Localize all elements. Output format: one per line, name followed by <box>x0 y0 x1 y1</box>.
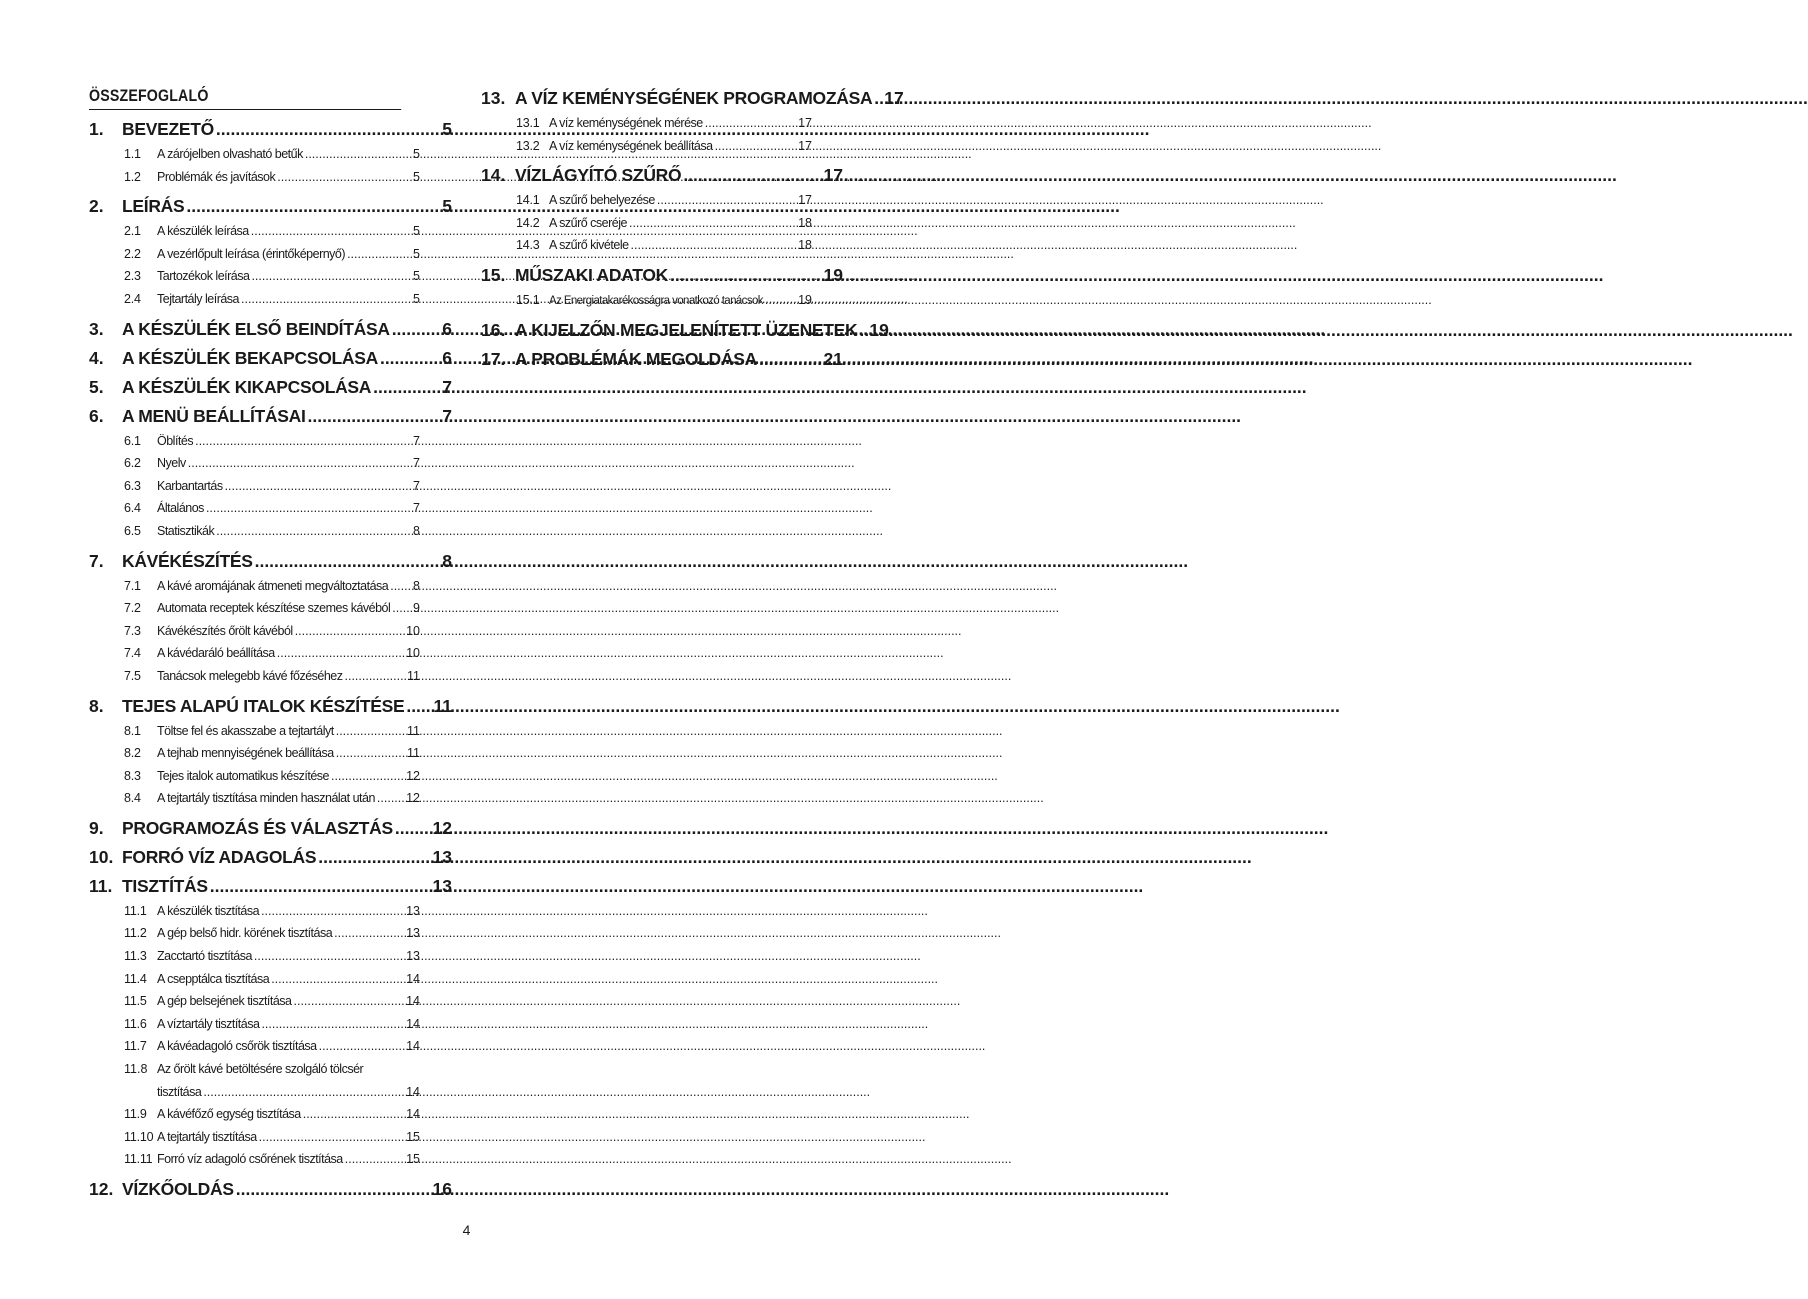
subsection-number: 11.9 <box>124 1107 147 1122</box>
chapter-page: 13 <box>432 875 452 896</box>
subsection-page: 7 <box>413 478 420 493</box>
subsection-title: Tejes italok automatikus készítése <box>157 768 329 783</box>
toc-left-column <box>89 80 452 1203</box>
toc-subsection[interactable] <box>124 143 420 166</box>
leader-dots <box>216 520 411 543</box>
leader-dots <box>874 88 882 109</box>
leader-dots <box>251 220 411 243</box>
subsection-page: 5 <box>413 147 420 161</box>
subsection-number: 2.4 <box>124 291 141 306</box>
subsection-page: 15 <box>406 1152 420 1167</box>
subsection-title: A készülék tisztítása <box>157 903 260 918</box>
subsection-number: 13.1 <box>516 116 540 130</box>
leader-dots <box>319 1035 404 1058</box>
leader-dots <box>395 818 431 839</box>
subsection-title: Statisztikák <box>157 523 215 538</box>
leader-dots <box>657 189 796 212</box>
subsection-number: 6.3 <box>124 478 141 493</box>
chapter-number: 15. <box>481 264 506 285</box>
leader-dots <box>303 1103 404 1126</box>
toc-subsection[interactable] <box>124 742 420 765</box>
toc-chapter[interactable] <box>89 551 452 572</box>
subsection-line <box>124 1081 420 1104</box>
leader-dots <box>390 575 411 598</box>
chapter-page: 11 <box>433 695 452 716</box>
subsection-number: 2.2 <box>124 246 141 261</box>
leader-dots <box>210 876 431 897</box>
subsection-number: 14.3 <box>516 238 540 253</box>
toc-heading: ÖSSZEFOGLALÓ <box>89 80 401 110</box>
subsection-number: 8.4 <box>124 791 141 806</box>
subsection-page: 14 <box>406 994 420 1009</box>
subsection-title: A csepptálca tisztítása <box>157 971 270 986</box>
leader-dots <box>236 1179 431 1200</box>
subsection-title: Problémák és javítások <box>157 169 276 184</box>
toc-subsection[interactable] <box>124 575 420 598</box>
chapter-number: 9. <box>89 817 104 838</box>
toc-chapter[interactable] <box>89 406 452 427</box>
chapter-page: 8 <box>442 550 452 571</box>
subsection-page: 7 <box>413 433 420 448</box>
subsection-page: 13 <box>406 903 420 918</box>
subsection-page: 8 <box>413 523 420 538</box>
subsection-page: 5 <box>413 291 420 306</box>
chapter-title: BEVEZETŐ <box>122 119 214 139</box>
chapter-title: PROGRAMOZÁS ÉS VÁLASZTÁS <box>122 817 393 838</box>
chapter-title: A KÉSZÜLÉK ELSŐ BEINDÍTÁSA <box>122 318 390 339</box>
leader-dots <box>188 452 411 475</box>
toc-subsection[interactable] <box>124 765 420 788</box>
toc-chapter[interactable] <box>481 319 889 341</box>
leader-dots <box>255 551 441 572</box>
subsection-title: A kávéadagoló csőrök tisztítása <box>157 1039 317 1054</box>
subsection-page: 14 <box>406 1039 420 1054</box>
subsection-page: 9 <box>413 601 420 616</box>
leader-dots <box>186 196 440 217</box>
chapter-number: 12. <box>89 1179 114 1199</box>
subsection-title: A víztartály tisztítása <box>157 1016 260 1031</box>
chapter-title: KÁVÉKÉSZÍTÉS <box>122 550 253 571</box>
subsection-title: Tartozékok leírása <box>157 269 250 284</box>
subsection-number: 7.5 <box>124 668 141 683</box>
subsection-number: 6.5 <box>124 523 141 538</box>
subsection-page: 11 <box>407 746 420 761</box>
toc-subsection[interactable] <box>124 452 420 475</box>
toc-subsection[interactable] <box>516 135 812 158</box>
chapter-page: 21 <box>823 348 843 369</box>
leader-dots <box>331 765 404 788</box>
toc-chapter[interactable] <box>89 348 452 369</box>
leader-dots <box>225 475 411 498</box>
leader-dots <box>295 620 404 643</box>
leader-dots <box>305 143 411 166</box>
subsection-title: Forró víz adagoló csőrének tisztítása <box>157 1152 343 1167</box>
subsection-title: A szűrő behelyezése <box>549 193 655 208</box>
subsection-number: 11.2 <box>124 926 147 941</box>
subsection-number: 8.1 <box>124 723 141 738</box>
chapter-title: VÍZKŐOLDÁS <box>122 1179 234 1199</box>
toc-subsection[interactable] <box>124 1103 420 1126</box>
toc-chapter[interactable] <box>481 349 843 370</box>
subsection-number: 11.11 <box>124 1152 153 1167</box>
toc-subsection[interactable] <box>516 289 812 312</box>
subsection-title: Az Energiatakarékosságra vonatkozó tanácsok <box>549 294 763 307</box>
subsection-page: 15 <box>406 1129 420 1144</box>
subsection-title: Kávékészítés őrölt kávéból <box>157 623 293 638</box>
subsection-title: Tejtartály leírása <box>157 291 240 306</box>
chapter-page: 5 <box>442 196 452 217</box>
chapter-number: 14. <box>481 165 506 186</box>
subsection-title: Nyelv <box>157 456 186 471</box>
subsection-page: 10 <box>406 646 420 661</box>
toc-subsection[interactable] <box>124 597 420 620</box>
subsection-page: 7 <box>413 501 420 516</box>
toc-subsection[interactable] <box>124 1058 420 1103</box>
toc-subsection[interactable] <box>124 265 420 288</box>
chapter-page: 19 <box>823 264 843 285</box>
chapter-page: 12 <box>432 817 452 838</box>
toc-subsection[interactable] <box>124 787 420 810</box>
toc-right-column <box>481 80 904 373</box>
subsection-page: 14 <box>406 971 420 986</box>
toc-subsection[interactable] <box>124 968 420 991</box>
leader-dots <box>271 968 404 991</box>
chapter-title: FORRÓ VÍZ ADAGOLÁS <box>122 846 317 867</box>
subsection-page: 12 <box>406 791 420 806</box>
subsection-title: Az őrölt kávé betöltésére szolgáló tölcsér <box>157 1062 364 1077</box>
toc-subsection[interactable] <box>124 166 420 189</box>
leader-dots <box>277 166 411 189</box>
toc-left-list <box>89 119 452 1200</box>
subsection-number: 14.1 <box>516 193 540 208</box>
leader-dots <box>216 119 440 140</box>
subsection-number: 11.1 <box>124 903 147 918</box>
leader-dots <box>334 922 404 945</box>
toc-subsection[interactable] <box>124 1035 420 1058</box>
toc-chapter[interactable] <box>89 119 452 140</box>
chapter-page: 16 <box>432 1179 452 1199</box>
chapter-title: MŰSZAKI ADATOK <box>515 264 668 285</box>
subsection-title: Tanácsok melegebb kávé főzéséhez <box>157 668 343 683</box>
toc-subsection[interactable] <box>124 1148 420 1171</box>
subsection-number: 14.2 <box>516 215 540 230</box>
toc-subsection[interactable] <box>124 900 420 923</box>
chapter-title: A PROBLÉMÁK MEGOLDÁSA <box>515 348 757 369</box>
chapter-title: A VÍZ KEMÉNYSÉGÉNEK PROGRAMOZÁSA <box>515 88 873 108</box>
chapter-page: 7 <box>442 376 452 397</box>
subsection-title: A gép belsejének tisztítása <box>157 994 292 1009</box>
subsection-number: 11.7 <box>124 1039 147 1054</box>
subsection-page: 17 <box>798 116 812 130</box>
subsection-title: A készülék leírása <box>157 224 249 239</box>
leader-dots <box>241 288 411 311</box>
toc-subsection[interactable] <box>516 189 812 212</box>
chapter-number: 17. <box>481 348 506 369</box>
subsection-page: 10 <box>406 623 420 638</box>
leader-dots <box>715 135 797 158</box>
subsection-number: 7.2 <box>124 601 141 616</box>
subsection-number: 11.5 <box>124 994 147 1009</box>
leader-dots <box>380 348 440 369</box>
subsection-title: A szűrő cseréje <box>549 215 627 230</box>
chapter-title: TEJES ALAPÚ ITALOK KÉSZÍTÉSE <box>122 695 405 716</box>
leader-dots <box>261 900 404 923</box>
leader-dots <box>377 787 404 810</box>
subsection-page: 8 <box>413 578 420 593</box>
toc-chapter[interactable] <box>89 319 452 340</box>
toc-chapter[interactable] <box>89 876 452 897</box>
leader-dots <box>347 243 411 266</box>
toc-subsection[interactable] <box>124 620 420 643</box>
chapter-number: 11. <box>89 875 113 896</box>
leader-dots <box>203 1081 404 1104</box>
leader-dots <box>392 319 441 340</box>
leader-dots <box>345 1148 404 1171</box>
subsection-number: 11.4 <box>124 971 147 986</box>
chapter-page: 13 <box>432 846 452 867</box>
subsection-title: Zacctartó tisztítása <box>157 949 252 964</box>
toc-subsection[interactable] <box>124 220 420 243</box>
chapter-page: 19 <box>869 319 889 340</box>
subsection-page: 5 <box>413 224 420 239</box>
toc-subsection[interactable] <box>516 234 812 257</box>
toc-subsection[interactable] <box>124 642 420 665</box>
chapter-title: A KÉSZÜLÉK KIKAPCSOLÁSA <box>122 376 372 397</box>
chapter-title: A KIJELZŐN MEGJELENÍTETT ÜZENETEK <box>515 319 858 340</box>
toc-chapter[interactable] <box>481 165 843 186</box>
subsection-number: 6.2 <box>124 456 141 471</box>
subsection-page: 13 <box>406 949 420 964</box>
subsection-page: 14 <box>406 1016 420 1031</box>
chapter-title: A MENÜ BEÁLLÍTÁSAI <box>122 405 306 426</box>
leader-dots <box>259 1126 404 1149</box>
toc-chapter[interactable] <box>89 696 452 717</box>
leader-dots <box>277 642 404 665</box>
subsection-page: 14 <box>406 1084 420 1099</box>
leader-dots <box>759 349 822 370</box>
leader-dots <box>251 265 411 288</box>
subsection-number: 7.3 <box>124 623 141 638</box>
subsection-title: Öblítés <box>157 433 194 448</box>
toc-chapter[interactable] <box>89 818 452 839</box>
subsection-page: 11 <box>407 668 420 683</box>
subsection-title: A vezérlőpult leírása (érintőképernyő) <box>157 246 346 261</box>
toc-subsection[interactable] <box>124 922 420 945</box>
leader-dots <box>629 212 796 235</box>
subsection-page: 12 <box>406 768 420 783</box>
chapter-number: 8. <box>89 695 104 716</box>
subsection-number: 7.1 <box>124 578 141 593</box>
toc-subsection[interactable] <box>124 720 420 743</box>
toc-right-list <box>481 88 904 370</box>
subsection-page: 17 <box>798 193 812 208</box>
subsection-title: Karbantartás <box>157 478 223 493</box>
leader-dots <box>336 742 405 765</box>
subsection-title: A tejhab mennyiségének beállítása <box>157 746 334 761</box>
toc-subsection[interactable] <box>124 430 420 453</box>
subsection-number: 7.4 <box>124 646 141 661</box>
subsection-number: 2.1 <box>124 224 141 239</box>
leader-dots <box>406 696 431 717</box>
chapter-number: 13. <box>481 88 506 108</box>
leader-dots <box>373 377 440 398</box>
leader-dots <box>294 990 405 1013</box>
chapter-number: 16. <box>481 319 506 340</box>
chapter-title: LEÍRÁS <box>122 196 185 217</box>
chapter-number: 5. <box>89 376 104 397</box>
chapter-title: VÍZLÁGYÍTÓ SZŰRŐ <box>515 165 682 186</box>
toc-chapter[interactable] <box>481 88 904 109</box>
toc-subsection[interactable] <box>124 1013 420 1036</box>
toc-subsection[interactable] <box>124 475 420 498</box>
leader-dots <box>705 112 796 135</box>
subsection-page: 7 <box>413 456 420 471</box>
subsection-number: 11.3 <box>124 949 147 964</box>
chapter-page: 6 <box>442 347 452 368</box>
subsection-title: A tejtartály tisztítása <box>157 1129 257 1144</box>
subsection-page: 5 <box>413 269 420 284</box>
chapter-number: 6. <box>89 405 104 426</box>
toc-chapter[interactable] <box>89 1179 452 1200</box>
toc-subsection[interactable] <box>124 497 420 520</box>
subsection-title: Automata receptek készítése szemes kávéból <box>157 601 391 616</box>
toc-chapter[interactable] <box>89 377 452 398</box>
leader-dots <box>345 665 406 688</box>
toc-subsection[interactable] <box>124 665 420 688</box>
subsection-page: 5 <box>413 246 420 261</box>
subsection-line <box>124 1058 420 1081</box>
subsection-title: Töltse fel és akasszabe a tejtartályt <box>157 723 334 738</box>
subsection-number: 11.8 <box>124 1062 148 1077</box>
subsection-number: 13.2 <box>516 138 540 153</box>
toc-subsection[interactable] <box>124 288 420 311</box>
subsection-number: 6.1 <box>124 433 141 448</box>
subsection-number: 1.1 <box>124 147 141 161</box>
toc-subsection[interactable] <box>516 212 812 235</box>
subsection-number: 6.4 <box>124 501 141 516</box>
leader-dots <box>308 406 441 427</box>
subsection-number: 8.3 <box>124 768 141 783</box>
leader-dots <box>670 265 822 286</box>
leader-dots <box>392 597 411 620</box>
subsection-title: A tejtartály tisztítása minden használat után <box>157 791 375 806</box>
chapter-page: 17 <box>884 88 904 108</box>
toc-subsection[interactable] <box>124 990 420 1013</box>
leader-dots <box>859 320 867 341</box>
subsection-page: 19 <box>798 292 812 307</box>
page-number: 4 <box>462 1222 471 1238</box>
chapter-page: 17 <box>823 165 843 186</box>
subsection-number: 2.3 <box>124 269 141 284</box>
toc-subsection[interactable] <box>124 243 420 266</box>
chapter-page: 6 <box>442 318 452 339</box>
subsection-page: 13 <box>406 926 420 941</box>
subsection-page: 18 <box>798 215 812 230</box>
toc-subsection[interactable] <box>516 112 812 135</box>
chapter-number: 1. <box>89 119 104 139</box>
subsection-page: 14 <box>406 1107 420 1122</box>
leader-dots <box>195 430 411 453</box>
subsection-number: 1.2 <box>124 169 141 184</box>
subsection-title: A kávédaráló beállítása <box>157 646 275 661</box>
subsection-number: 8.2 <box>124 746 141 761</box>
leader-dots <box>631 234 797 257</box>
chapter-number: 7. <box>89 550 104 571</box>
subsection-title: A víz keménységének mérése <box>549 116 703 130</box>
subsection-title: A zárójelben olvasható betűk <box>157 147 303 161</box>
chapter-page: 7 <box>442 405 452 426</box>
subsection-title: A víz keménységének beállítása <box>549 138 713 153</box>
subsection-number: 15.1 <box>516 292 540 307</box>
toc-subsection[interactable] <box>124 520 420 543</box>
subsection-title: A kávéfőző egység tisztítása <box>157 1107 301 1122</box>
subsection-page: 18 <box>798 238 812 253</box>
subsection-page: 5 <box>413 169 420 184</box>
subsection-title-cont: tisztítása <box>157 1084 202 1099</box>
toc-subsection[interactable] <box>124 1126 420 1149</box>
chapter-number: 3. <box>89 318 104 339</box>
toc-chapter[interactable] <box>481 265 843 286</box>
chapter-title: A KÉSZÜLÉK BEKAPCSOLÁSA <box>122 347 378 368</box>
leader-dots <box>318 847 430 868</box>
subsection-title: A szűrő kivétele <box>549 238 629 253</box>
leader-dots <box>683 165 821 186</box>
leader-dots <box>206 497 411 520</box>
subsection-page: 17 <box>798 138 812 153</box>
chapter-number: 2. <box>89 196 104 217</box>
toc-chapter[interactable] <box>89 847 452 868</box>
chapter-title: TISZTÍTÁS <box>122 875 208 896</box>
leader-dots <box>254 945 404 968</box>
toc-subsection[interactable] <box>124 945 420 968</box>
toc-chapter[interactable] <box>89 196 452 217</box>
subsection-number: 11.10 <box>124 1129 154 1144</box>
chapter-page: 5 <box>442 119 452 139</box>
leader-dots <box>336 720 405 743</box>
subsection-title: Általános <box>157 501 204 516</box>
subsection-title: A kávé aromájának átmeneti megváltoztatása <box>157 578 389 593</box>
subsection-title: A gép belső hidr. körének tisztítása <box>157 926 333 941</box>
leader-dots <box>261 1013 404 1036</box>
leader-dots <box>765 289 796 312</box>
subsection-number: 11.6 <box>124 1016 147 1031</box>
chapter-number: 4. <box>89 347 104 368</box>
chapter-number: 10. <box>89 846 114 867</box>
subsection-page: 11 <box>407 723 420 738</box>
